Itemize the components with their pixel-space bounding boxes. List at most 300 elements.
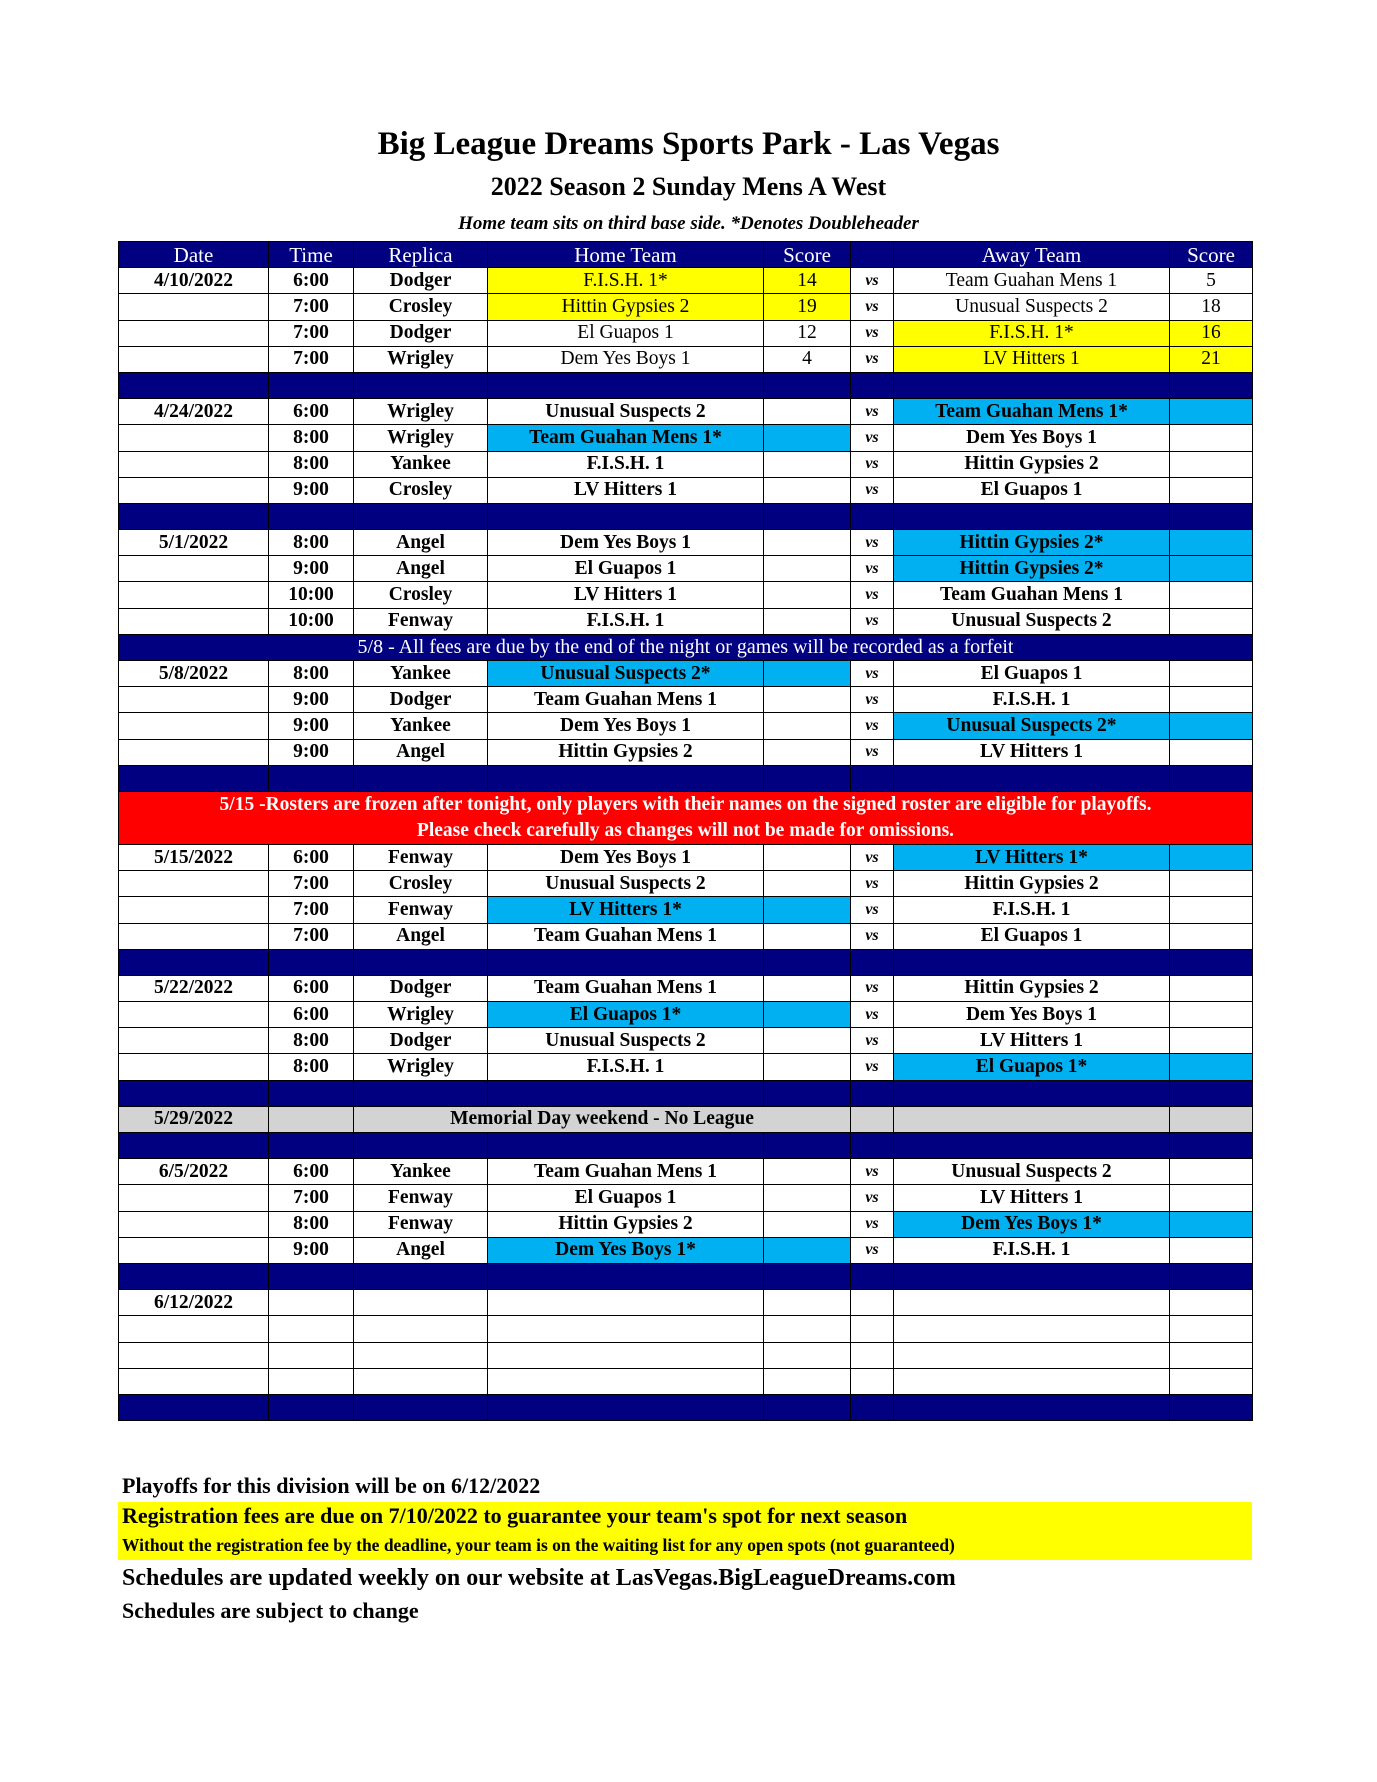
away-score-cell [1170, 871, 1253, 897]
separator-row [119, 503, 1253, 529]
home-team-cell: F.I.S.H. 1 [488, 1054, 764, 1080]
home-score-cell [764, 897, 851, 923]
home-score-cell [764, 1290, 851, 1316]
date-cell [119, 871, 269, 897]
vs-cell: vs [851, 844, 894, 870]
vs-cell: vs [851, 294, 894, 320]
home-score-cell [764, 1211, 851, 1237]
away-team-cell: Hittin Gypsies 2 [894, 975, 1170, 1001]
time-cell [269, 1290, 354, 1316]
home-score-cell [764, 871, 851, 897]
away-score-cell [1170, 713, 1253, 739]
game-row [119, 268, 1253, 294]
vs-cell: vs [851, 320, 894, 346]
time-cell: 10:00 [269, 582, 354, 608]
separator-cell [764, 1394, 851, 1420]
vs-cell [851, 1368, 894, 1394]
away-team-cell: F.I.S.H. 1 [894, 897, 1170, 923]
separator-cell [851, 1080, 894, 1106]
home-score-cell [764, 1159, 851, 1185]
vs-cell [851, 1316, 894, 1342]
time-cell: 6:00 [269, 844, 354, 870]
home-team-cell: Dem Yes Boys 1* [488, 1237, 764, 1263]
no-league-note: Memorial Day weekend - No League [354, 1106, 851, 1132]
away-score-cell [1170, 451, 1253, 477]
game-row [119, 975, 1253, 1001]
home-team-cell [488, 1342, 764, 1368]
away-score-cell [1170, 1185, 1253, 1211]
away-score-cell [1170, 1054, 1253, 1080]
separator-cell [764, 765, 851, 791]
date-cell: 4/24/2022 [119, 399, 269, 425]
away-team-cell: El Guapos 1 [894, 923, 1170, 949]
separator-cell [354, 1394, 488, 1420]
separator-cell [119, 1263, 269, 1289]
home-team-cell [488, 1316, 764, 1342]
vs-cell: vs [851, 871, 894, 897]
separator-cell [764, 1133, 851, 1159]
separator-cell [488, 372, 764, 398]
away-team-cell: Hittin Gypsies 2 [894, 871, 1170, 897]
date-cell [119, 897, 269, 923]
away-team-cell [894, 1342, 1170, 1368]
time-cell: 7:00 [269, 923, 354, 949]
home-team-cell: F.I.S.H. 1* [488, 268, 764, 294]
home-score-cell [764, 556, 851, 582]
field-cell: Yankee [354, 661, 488, 687]
playoffs-note: Playoffs for this division will be on 6/12/2022 [122, 1473, 541, 1498]
away-team-cell: Team Guahan Mens 1* [894, 399, 1170, 425]
home-score-cell [764, 1342, 851, 1368]
time-cell: 9:00 [269, 556, 354, 582]
date-cell [119, 294, 269, 320]
time-cell [269, 1342, 354, 1368]
home-team-cell: Dem Yes Boys 1 [488, 346, 764, 372]
date-cell: 5/15/2022 [119, 844, 269, 870]
home-score-cell [764, 582, 851, 608]
table-row [119, 1290, 1253, 1316]
game-row [119, 477, 1253, 503]
away-team-cell: LV Hitters 1 [894, 1185, 1170, 1211]
away-score-cell [1170, 1211, 1253, 1237]
home-team-cell: Hittin Gypsies 2 [488, 1211, 764, 1237]
separator-cell [119, 765, 269, 791]
away-team-cell: El Guapos 1* [894, 1054, 1170, 1080]
field-cell: Yankee [354, 1159, 488, 1185]
home-team-cell [488, 1290, 764, 1316]
separator-row [119, 1263, 1253, 1289]
game-row [119, 1028, 1253, 1054]
vs-cell: vs [851, 451, 894, 477]
separator-cell [269, 372, 354, 398]
date-cell: 5/22/2022 [119, 975, 269, 1001]
schedule-table [118, 241, 1253, 1421]
page-title: Big League Dreams Sports Park - Las Vegas [377, 126, 1000, 162]
separator-row [119, 1080, 1253, 1106]
separator-row [119, 949, 1253, 975]
vs-cell: vs [851, 582, 894, 608]
home-score-cell [764, 1368, 851, 1394]
vs-cell: vs [851, 739, 894, 765]
field-cell: Dodger [354, 687, 488, 713]
vs-cell: vs [851, 346, 894, 372]
separator-cell [894, 1394, 1170, 1420]
vs-cell: vs [851, 1002, 894, 1028]
game-row [119, 871, 1253, 897]
home-team-cell: Team Guahan Mens 1 [488, 975, 764, 1001]
time-cell: 7:00 [269, 294, 354, 320]
home-score-cell [764, 530, 851, 556]
vs-cell: vs [851, 975, 894, 1001]
time-cell: 6:00 [269, 1002, 354, 1028]
away-score-cell: 5 [1170, 268, 1253, 294]
date-cell [119, 451, 269, 477]
col-header-vs [851, 242, 894, 268]
date-cell: 6/12/2022 [119, 1290, 269, 1316]
away-team-cell: Unusual Suspects 2* [894, 713, 1170, 739]
separator-cell [354, 949, 488, 975]
field-cell: Fenway [354, 844, 488, 870]
away-score-cell [1170, 1028, 1253, 1054]
time-cell: 7:00 [269, 1185, 354, 1211]
game-row [119, 713, 1253, 739]
away-score-cell [1170, 1368, 1253, 1394]
col-header-away-score: Score [1170, 242, 1253, 268]
separator-row [119, 372, 1253, 398]
vs-cell: vs [851, 1159, 894, 1185]
field-cell: Crosley [354, 871, 488, 897]
home-team-cell: Hittin Gypsies 2 [488, 294, 764, 320]
field-cell: Dodger [354, 975, 488, 1001]
game-row [119, 1002, 1253, 1028]
home-team-cell: Unusual Suspects 2* [488, 661, 764, 687]
field-cell: Wrigley [354, 1054, 488, 1080]
game-row [119, 1237, 1253, 1263]
game-row [119, 1185, 1253, 1211]
separator-cell [269, 1080, 354, 1106]
game-row [119, 399, 1253, 425]
game-row [119, 608, 1253, 634]
away-team-cell [894, 1290, 1170, 1316]
separator-cell [894, 503, 1170, 529]
field-cell: Yankee [354, 713, 488, 739]
away-team-cell: Dem Yes Boys 1 [894, 1002, 1170, 1028]
separator-cell [851, 765, 894, 791]
vs-cell: vs [851, 530, 894, 556]
separator-cell [488, 1133, 764, 1159]
away-team-cell: F.I.S.H. 1 [894, 1237, 1170, 1263]
home-score-cell [764, 399, 851, 425]
home-score-cell [764, 451, 851, 477]
page-subtitle: 2022 Season 2 Sunday Mens A West [490, 172, 887, 201]
game-row [119, 582, 1253, 608]
vs-cell: vs [851, 477, 894, 503]
date-cell [119, 582, 269, 608]
separator-cell [894, 1133, 1170, 1159]
home-team-cell: Dem Yes Boys 1 [488, 713, 764, 739]
home-score-cell [764, 739, 851, 765]
separator-cell [488, 1263, 764, 1289]
field-cell: Wrigley [354, 425, 488, 451]
field-cell: Dodger [354, 320, 488, 346]
away-score-cell [1170, 1316, 1253, 1342]
game-row [119, 687, 1253, 713]
home-team-cell: Dem Yes Boys 1 [488, 530, 764, 556]
time-cell: 8:00 [269, 451, 354, 477]
home-team-cell: Unusual Suspects 2 [488, 871, 764, 897]
date-cell [119, 1028, 269, 1054]
separator-cell [894, 765, 1170, 791]
field-cell: Angel [354, 1237, 488, 1263]
separator-cell [119, 503, 269, 529]
field-cell: Yankee [354, 451, 488, 477]
away-score-cell: 21 [1170, 346, 1253, 372]
date-cell: 5/29/2022 [119, 1106, 269, 1132]
away-team-cell: Hittin Gypsies 2* [894, 530, 1170, 556]
separator-cell [269, 949, 354, 975]
col-header-replica: Replica [354, 242, 488, 268]
away-team-cell: LV Hitters 1 [894, 739, 1170, 765]
game-row [119, 320, 1253, 346]
away-score-cell [1170, 687, 1253, 713]
home-score-cell [764, 687, 851, 713]
home-score-cell: 19 [764, 294, 851, 320]
separator-cell [851, 1263, 894, 1289]
home-score-cell: 4 [764, 346, 851, 372]
separator-cell [119, 372, 269, 398]
home-team-cell: Team Guahan Mens 1 [488, 1159, 764, 1185]
separator-cell [488, 503, 764, 529]
time-cell: 9:00 [269, 1237, 354, 1263]
date-cell [119, 1342, 269, 1368]
date-cell [119, 1237, 269, 1263]
field-cell: Crosley [354, 294, 488, 320]
table-header-row [119, 242, 1253, 268]
vs-cell: vs [851, 897, 894, 923]
game-row [119, 425, 1253, 451]
away-team-cell: Unusual Suspects 2 [894, 608, 1170, 634]
date-cell: 6/5/2022 [119, 1159, 269, 1185]
game-row [119, 844, 1253, 870]
game-row [119, 897, 1253, 923]
time-cell: 6:00 [269, 268, 354, 294]
separator-cell [894, 1080, 1170, 1106]
time-cell: 10:00 [269, 608, 354, 634]
away-score-cell [1170, 661, 1253, 687]
away-score-cell: 18 [1170, 294, 1253, 320]
field-cell: Wrigley [354, 346, 488, 372]
away-team-cell [894, 1106, 1170, 1132]
separator-cell [1170, 1263, 1253, 1289]
home-score-cell [764, 923, 851, 949]
home-score-cell [764, 844, 851, 870]
home-score-cell [764, 1237, 851, 1263]
time-cell [269, 1316, 354, 1342]
home-team-cell [488, 1368, 764, 1394]
away-team-cell: Dem Yes Boys 1 [894, 425, 1170, 451]
separator-cell [488, 765, 764, 791]
home-score-cell [764, 425, 851, 451]
time-cell: 7:00 [269, 320, 354, 346]
separator-cell [851, 1394, 894, 1420]
away-team-cell [894, 1368, 1170, 1394]
home-team-cell: Unusual Suspects 2 [488, 1028, 764, 1054]
field-cell: Fenway [354, 608, 488, 634]
away-team-cell: Unusual Suspects 2 [894, 1159, 1170, 1185]
field-cell: Wrigley [354, 1002, 488, 1028]
date-cell [119, 1368, 269, 1394]
table-row [119, 1342, 1253, 1368]
notice-row [119, 634, 1253, 660]
separator-cell [354, 503, 488, 529]
game-row [119, 556, 1253, 582]
home-team-cell: F.I.S.H. 1 [488, 608, 764, 634]
away-score-cell [1170, 897, 1253, 923]
away-score-cell [1170, 1237, 1253, 1263]
away-team-cell: Hittin Gypsies 2 [894, 451, 1170, 477]
home-team-cell: LV Hitters 1 [488, 477, 764, 503]
time-cell: 8:00 [269, 425, 354, 451]
home-team-cell: El Guapos 1 [488, 320, 764, 346]
separator-cell [119, 1133, 269, 1159]
home-score-cell [764, 477, 851, 503]
time-cell: 9:00 [269, 687, 354, 713]
home-team-cell: LV Hitters 1* [488, 897, 764, 923]
separator-cell [764, 503, 851, 529]
separator-cell [1170, 949, 1253, 975]
home-score-cell: 12 [764, 320, 851, 346]
time-cell [269, 1368, 354, 1394]
website-note: Schedules are updated weekly on our website at LasVegas.BigLeagueDreams.com [122, 1565, 956, 1591]
roster-alert [119, 791, 1253, 844]
separator-cell [851, 503, 894, 529]
home-team-cell: Dem Yes Boys 1 [488, 844, 764, 870]
game-row [119, 530, 1253, 556]
away-score-cell [1170, 425, 1253, 451]
separator-row [119, 1133, 1253, 1159]
date-cell [119, 608, 269, 634]
separator-cell [764, 372, 851, 398]
away-score-cell [1170, 608, 1253, 634]
separator-row [119, 765, 1253, 791]
away-score-cell [1170, 582, 1253, 608]
date-cell [119, 1211, 269, 1237]
fee-notice: 5/8 - All fees are due by the end of the night or games will be recorded as a forfeit [119, 634, 1253, 660]
vs-cell: vs [851, 1237, 894, 1263]
date-cell [119, 320, 269, 346]
separator-cell [894, 949, 1170, 975]
away-score-cell [1170, 844, 1253, 870]
field-cell: Dodger [354, 268, 488, 294]
away-team-cell: Hittin Gypsies 2* [894, 556, 1170, 582]
home-score-cell [764, 1185, 851, 1211]
away-team-cell: F.I.S.H. 1 [894, 687, 1170, 713]
game-row [119, 1054, 1253, 1080]
time-cell: 8:00 [269, 1054, 354, 1080]
vs-cell: vs [851, 608, 894, 634]
separator-cell [1170, 372, 1253, 398]
col-header-away-team: Away Team [894, 242, 1170, 268]
vs-cell: vs [851, 1028, 894, 1054]
time-cell: 9:00 [269, 713, 354, 739]
date-cell [119, 1316, 269, 1342]
away-team-cell: El Guapos 1 [894, 477, 1170, 503]
separator-cell [851, 1133, 894, 1159]
away-team-cell: LV Hitters 1 [894, 1028, 1170, 1054]
time-cell: 6:00 [269, 1159, 354, 1185]
away-score-cell [1170, 530, 1253, 556]
vs-cell: vs [851, 268, 894, 294]
vs-cell: vs [851, 923, 894, 949]
date-cell: 5/8/2022 [119, 661, 269, 687]
date-cell [119, 477, 269, 503]
home-team-cell: Team Guahan Mens 1 [488, 923, 764, 949]
field-cell: Fenway [354, 1185, 488, 1211]
separator-cell [488, 949, 764, 975]
vs-cell [851, 1342, 894, 1368]
time-cell: 8:00 [269, 530, 354, 556]
field-cell [354, 1316, 488, 1342]
separator-row [119, 1394, 1253, 1420]
away-score-cell [1170, 399, 1253, 425]
separator-cell [269, 1263, 354, 1289]
vs-cell: vs [851, 556, 894, 582]
separator-cell [354, 372, 488, 398]
separator-cell [354, 1080, 488, 1106]
col-header-home-team: Home Team [488, 242, 764, 268]
separator-cell [894, 372, 1170, 398]
time-cell: 6:00 [269, 975, 354, 1001]
vs-cell: vs [851, 687, 894, 713]
date-cell [119, 556, 269, 582]
time-cell: 8:00 [269, 1211, 354, 1237]
field-cell [354, 1342, 488, 1368]
separator-cell [354, 1133, 488, 1159]
schedule-body [119, 268, 1253, 1421]
away-team-cell: Dem Yes Boys 1* [894, 1211, 1170, 1237]
time-cell: 7:00 [269, 871, 354, 897]
away-team-cell [894, 1316, 1170, 1342]
field-cell: Crosley [354, 582, 488, 608]
date-cell: 4/10/2022 [119, 268, 269, 294]
separator-cell [1170, 1080, 1253, 1106]
date-cell [119, 1002, 269, 1028]
change-note: Schedules are subject to change [122, 1598, 419, 1623]
time-cell: 9:00 [269, 477, 354, 503]
time-cell [269, 1106, 354, 1132]
field-cell: Fenway [354, 897, 488, 923]
away-score-cell [1170, 556, 1253, 582]
col-header-home-score: Score [764, 242, 851, 268]
home-score-cell [764, 1028, 851, 1054]
field-cell: Dodger [354, 1028, 488, 1054]
date-cell: 5/1/2022 [119, 530, 269, 556]
date-cell [119, 713, 269, 739]
home-score-cell [764, 975, 851, 1001]
separator-cell [119, 949, 269, 975]
away-score-cell [1170, 739, 1253, 765]
date-cell [119, 687, 269, 713]
field-cell [354, 1368, 488, 1394]
away-team-cell: LV Hitters 1 [894, 346, 1170, 372]
separator-cell [269, 503, 354, 529]
vs-cell: vs [851, 399, 894, 425]
away-score-cell [1170, 1002, 1253, 1028]
vs-cell [851, 1106, 894, 1132]
separator-cell [354, 765, 488, 791]
home-team-cell: Hittin Gypsies 2 [488, 739, 764, 765]
away-score-cell [1170, 1106, 1253, 1132]
